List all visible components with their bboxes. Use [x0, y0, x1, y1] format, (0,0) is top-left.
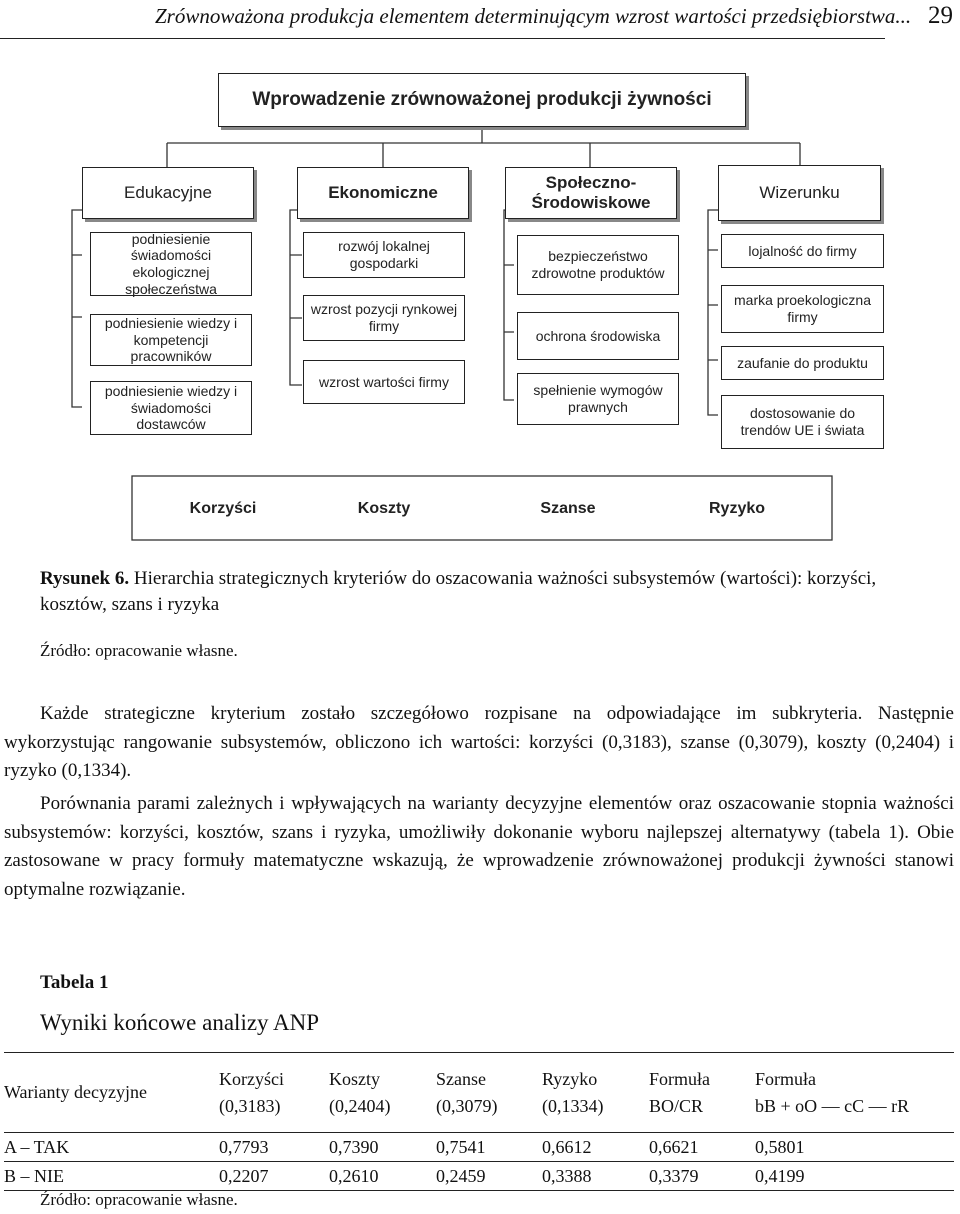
table-cell: 0,3388 [542, 1165, 592, 1186]
column-header-weight: (0,3183) [219, 1095, 281, 1116]
sub-label: lojalność do firmy [748, 242, 857, 259]
figure-source: Źródło: opracowanie własne. [40, 641, 238, 660]
criterion-costs [309, 492, 459, 526]
table-source: Źródło: opracowanie własne. [40, 1190, 238, 1209]
column-header-formula: BO/CR [649, 1095, 704, 1116]
table-cell: 0,2610 [329, 1165, 379, 1186]
header-rule [0, 38, 885, 39]
category-label: Edukacyjne [124, 182, 212, 202]
sub-label: dostosowanie do trendów UE i świata [740, 405, 865, 438]
table-cell: B – NIE [4, 1165, 64, 1186]
root-box [218, 73, 746, 127]
sub-label: marka proekologiczna firmy [734, 292, 871, 325]
figure-label: Rysunek 6. [40, 568, 130, 589]
column-header [649, 1053, 755, 1133]
category-label: Wizerunku [759, 182, 840, 202]
sub-box [303, 232, 465, 278]
table-cell: 0,2207 [219, 1165, 269, 1186]
column-header-weight: (0,2404) [329, 1095, 391, 1116]
column-header [4, 1053, 219, 1133]
criterion-label: Koszty [357, 499, 411, 517]
sub-box [721, 395, 884, 449]
column-header [542, 1053, 649, 1133]
criterion-benefits [148, 492, 298, 526]
sub-box [90, 232, 252, 296]
category-economic [297, 167, 469, 219]
column-header [436, 1053, 542, 1133]
column-header [329, 1053, 436, 1133]
table-cell: 0,7390 [329, 1136, 379, 1157]
column-header-line: Szanse [436, 1068, 486, 1089]
category-social-environmental [505, 167, 677, 219]
table-cell: 0,7541 [436, 1136, 486, 1157]
column-header-line: Warianty decyzyjne [4, 1082, 147, 1102]
sub-label: bezpieczeństwo zdrowotne produktów [531, 248, 665, 281]
paragraph: Porównania parami zależnych i wpływających na warianty decyzyjne elementów oraz oszacowanie stopnia ważności subsystemów: korzyści, kosztów, szans i ryzyka, umożliwiły dokonanie wyboru najlepszej alternatywy (tabela 1). Obie zastosowane w pracy formuły matematyczne wskazują, że wprowadzenie zrównoważonej produkcji żywności stanowi optymalne rozwiązanie. [4, 793, 954, 900]
column-header-weight: (0,1334) [542, 1095, 604, 1116]
column-header-weight: (0,3079) [436, 1095, 498, 1116]
column-header-line: Formuła [649, 1068, 710, 1089]
sub-box [721, 234, 884, 268]
table-header-row [4, 1053, 954, 1133]
table-row [4, 1133, 954, 1162]
criterion-opportunities [493, 492, 643, 526]
hierarchy-diagram [0, 55, 960, 555]
figure-caption [40, 566, 920, 617]
sub-box [90, 314, 252, 366]
sub-label: rozwój lokalnej gospodarki [338, 238, 430, 271]
sub-label: spełnienie wymogów prawnych [533, 382, 663, 415]
sub-label: podniesienie wiedzy i świadomości dostawców [104, 383, 238, 433]
table-cell: 0,5801 [755, 1136, 805, 1157]
criterion-label: Ryzyko [708, 499, 766, 517]
page-number: 29 [928, 2, 953, 29]
sub-label: zaufanie do produktu [737, 354, 868, 371]
category-image [718, 165, 881, 221]
column-header-line: Formuła [755, 1068, 816, 1089]
sub-box [517, 373, 679, 425]
criterion-label: Szanse [540, 499, 596, 517]
table-cell: 0,6612 [542, 1136, 592, 1157]
figure-caption-text: Hierarchia strategicznych kryteriów do oszacowania ważności subsystemów (wartości): korzyści, kosztów, szans i ryzyka [40, 568, 877, 615]
column-header-formula: bB + oO — cC — rR [755, 1095, 910, 1116]
table-cell: 0,2459 [436, 1165, 486, 1186]
sub-box [721, 285, 884, 333]
paragraph: Każde strategiczne kryterium zostało szczegółowo rozpisane na odpowiadające im subkryteria. Następnie wykorzystując rangowanie subsystemów, obliczono ich wartości: korzyści (0,3183), szanse (0,3079), koszty (0,2404) i ryzyko (0,1334). [4, 703, 954, 781]
column-header [219, 1053, 329, 1133]
table-row [4, 1162, 954, 1191]
category-educational [82, 167, 254, 219]
table-title: Wyniki końcowe analizy ANP [40, 1010, 320, 1035]
sub-label: podniesienie wiedzy i kompetencji pracowników [104, 315, 238, 365]
sub-label: wzrost pozycji rynkowej firmy [310, 301, 458, 334]
table-cell: A – TAK [4, 1136, 70, 1157]
column-header [755, 1053, 954, 1133]
sub-box [303, 295, 465, 341]
root-label: Wprowadzenie zrównoważonej produkcji żywności [252, 88, 712, 110]
column-header-line: Korzyści [219, 1068, 284, 1089]
results-table [4, 1052, 954, 1191]
criterion-risk [662, 492, 812, 526]
running-title: Zrównoważona produkcja elementem determinującym wzrost wartości przedsiębiorstwa... [155, 4, 912, 28]
sub-box [90, 381, 252, 435]
table-cell: 0,4199 [755, 1165, 805, 1186]
table-cell: 0,3379 [649, 1165, 699, 1186]
table-label: Tabela 1 [40, 972, 109, 993]
table-cell: 0,6621 [649, 1136, 699, 1157]
column-header-line: Ryzyko [542, 1068, 598, 1089]
category-label: Ekonomiczne [328, 182, 438, 202]
category-label: Społeczno-Środowiskowe [531, 172, 651, 212]
sub-label: ochrona środowiska [535, 327, 661, 344]
sub-label: wzrost wartości firmy [319, 373, 449, 390]
sub-box [303, 360, 465, 404]
sub-box [517, 312, 679, 360]
table-cell: 0,7793 [219, 1136, 269, 1157]
sub-box [517, 235, 679, 295]
sub-box [721, 346, 884, 380]
column-header-line: Koszty [329, 1068, 380, 1089]
sub-label: podniesienie świadomości ekologicznej społeczeństwa [125, 230, 217, 297]
criterion-label: Korzyści [189, 499, 257, 517]
